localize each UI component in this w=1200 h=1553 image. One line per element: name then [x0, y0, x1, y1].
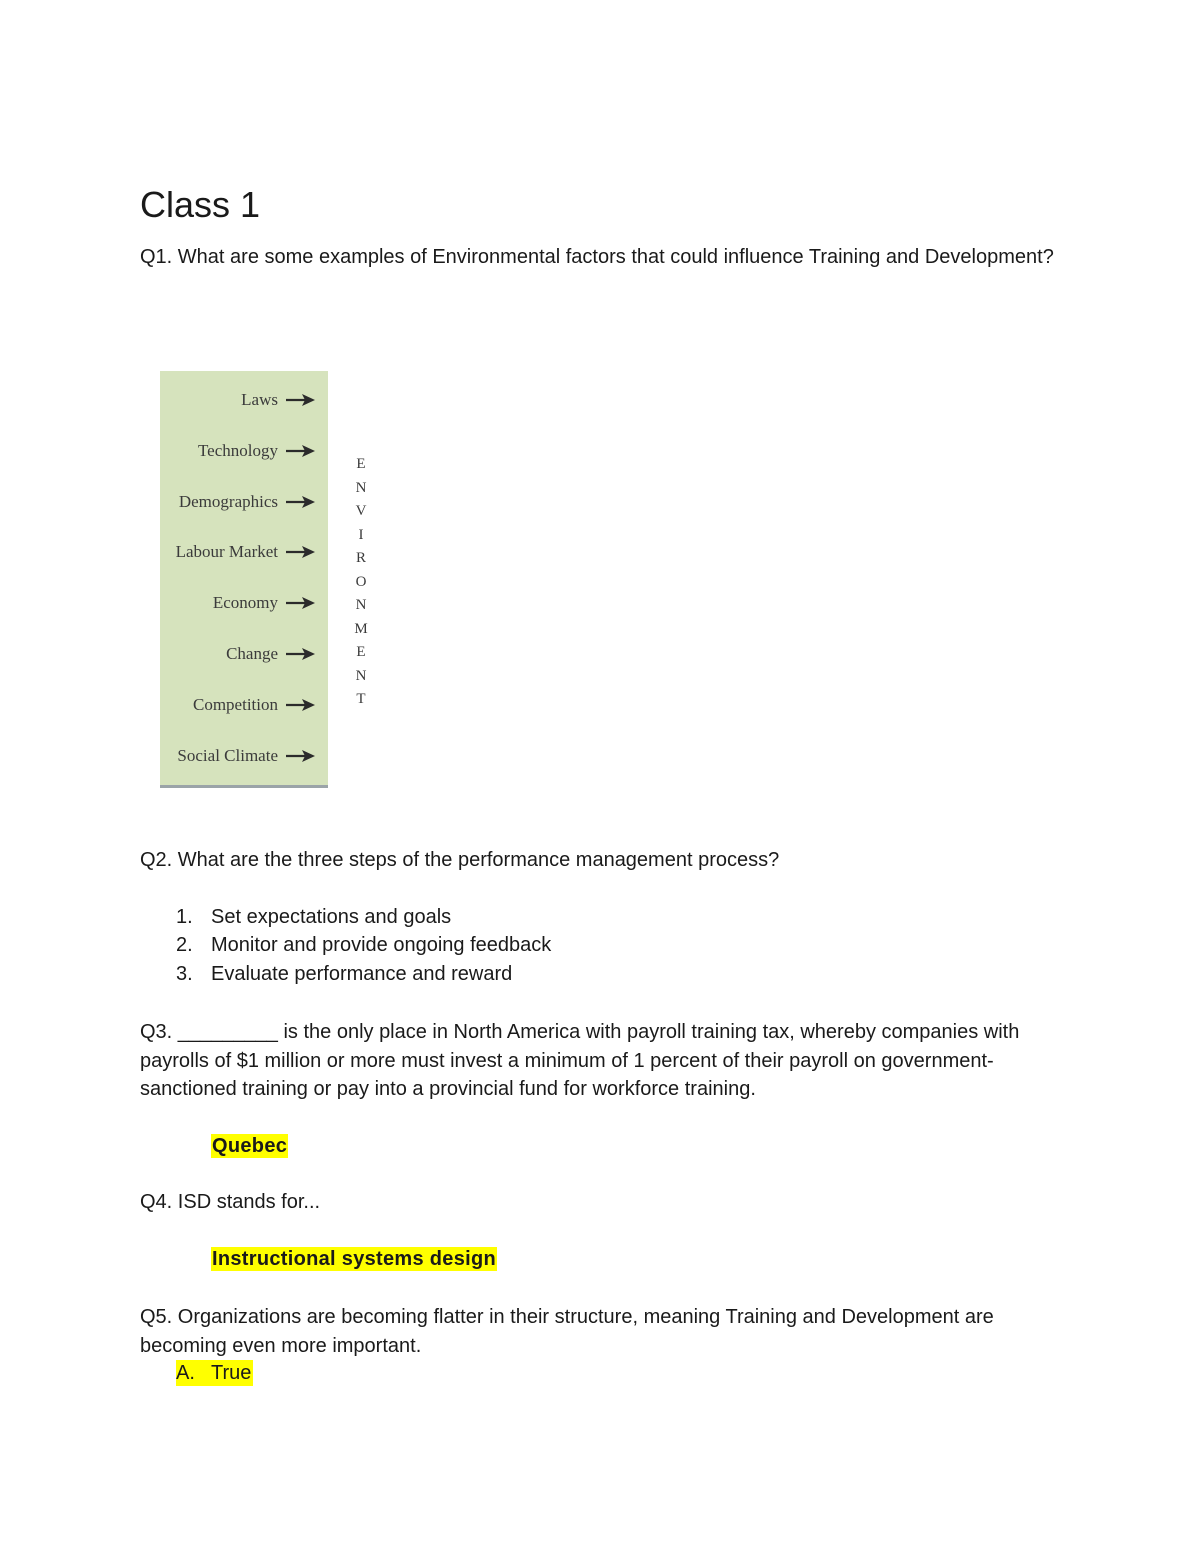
- choice-a: [176, 1360, 253, 1386]
- factor-item: [213, 591, 316, 615]
- question-3: Q3. _________ is the only place in North America with payroll training tax, whereby companies with payrolls of $1 million or more must invest a minimum of 1 percent of their payroll on government-sanctioned training or pay into a provincial fund for workforce training.: [140, 1021, 1020, 1100]
- step-item: [140, 960, 551, 988]
- environment-letter: N: [355, 667, 367, 684]
- right-arrow-icon: [286, 597, 316, 609]
- right-arrow-icon: [286, 394, 316, 406]
- factors-box: [160, 371, 328, 788]
- choice-text: True: [211, 1362, 252, 1384]
- factor-label: Social Climate: [177, 745, 278, 765]
- environment-letter: E: [356, 456, 366, 472]
- factor-label: Competition: [193, 694, 278, 714]
- environment-letter: N: [355, 597, 367, 613]
- factor-label: Economy: [212, 593, 278, 613]
- factor-label: Labour Market: [175, 542, 278, 562]
- environment-letter: V: [355, 503, 367, 519]
- right-arrow-icon: [286, 750, 316, 762]
- answer-3: Quebec: [212, 1135, 288, 1157]
- answer-4: Instructional systems design: [212, 1248, 497, 1270]
- right-arrow-icon: [286, 699, 316, 711]
- factor-label: Laws: [241, 390, 278, 409]
- factor-item: [198, 439, 316, 463]
- environment-letter: E: [356, 644, 366, 660]
- factor-item: [241, 388, 316, 412]
- question-1: Q1. What are some examples of Environmental factors that could influence Training and Development?: [140, 246, 1054, 268]
- factor-label: Demographics: [178, 491, 278, 511]
- step-text: Monitor and provide ongoing feedback: [211, 934, 552, 957]
- right-arrow-icon: [286, 546, 316, 558]
- environment-letter: R: [355, 550, 366, 566]
- environment-letter: T: [356, 691, 366, 707]
- environment-vertical-label: [350, 453, 372, 712]
- choice-letter: A.: [176, 1362, 195, 1384]
- environment-letter: N: [355, 479, 367, 496]
- step-item: [140, 903, 551, 931]
- environment-letter: O: [355, 573, 367, 590]
- right-arrow-icon: [286, 445, 316, 457]
- factor-item: [179, 490, 316, 514]
- question-4: Q4. ISD stands for...: [140, 1191, 321, 1213]
- environment-letter: M: [354, 620, 368, 637]
- factor-label: Change: [226, 644, 278, 663]
- step-text: Evaluate performance and reward: [211, 962, 513, 985]
- factor-item: [193, 693, 316, 717]
- step-item: [140, 931, 551, 959]
- question-5: Q5. Organizations are becoming flatter in their structure, meaning Training and Development are becoming even more important.: [140, 1306, 994, 1357]
- page-title: Class 1: [140, 184, 261, 225]
- factor-item: [177, 744, 316, 768]
- step-number: 2.: [176, 934, 193, 957]
- step-number: 1.: [176, 906, 193, 928]
- right-arrow-icon: [286, 648, 316, 660]
- step-text: Set expectations and goals: [211, 906, 452, 928]
- step-number: 3.: [176, 962, 193, 985]
- factor-item: [226, 642, 316, 666]
- factor-label: Technology: [197, 440, 278, 460]
- question-2: Q2. What are the three steps of the performance management process?: [140, 849, 780, 871]
- right-arrow-icon: [286, 496, 316, 508]
- steps-list: [140, 903, 551, 988]
- factor-item: [176, 540, 316, 564]
- environment-letter: I: [358, 526, 364, 543]
- environment-factors-figure: [160, 371, 380, 791]
